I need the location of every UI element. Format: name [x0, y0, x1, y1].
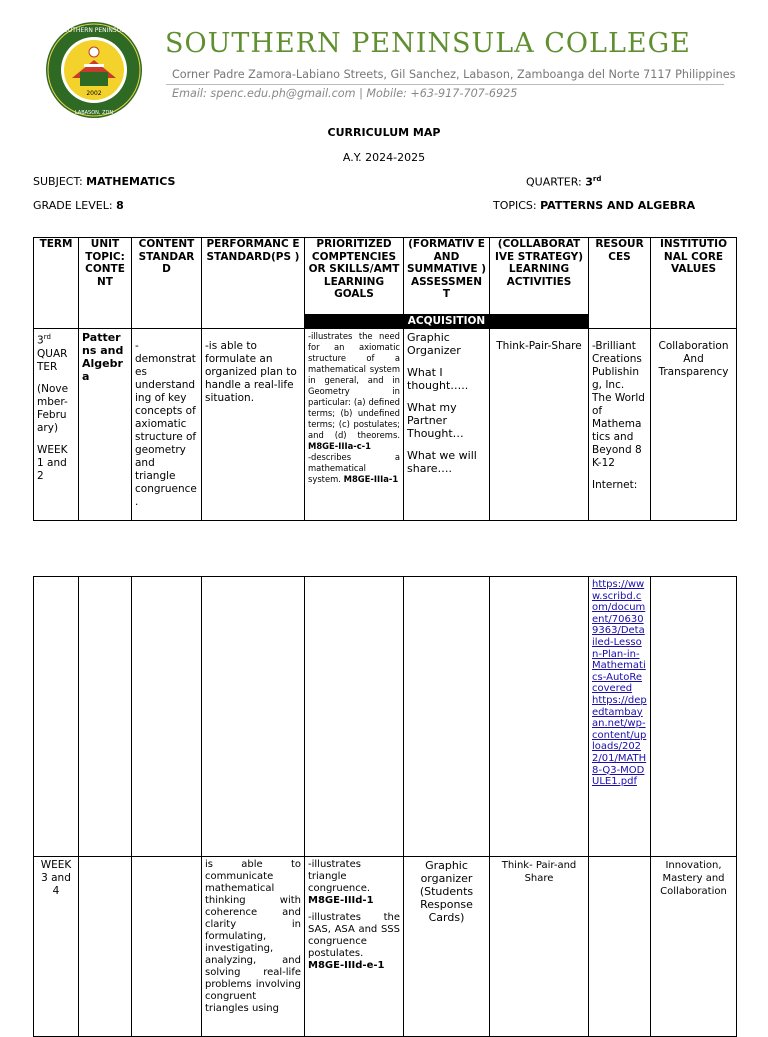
content-standard-cell	[132, 577, 202, 857]
core-values-text: Collaboration And Transparency	[658, 340, 729, 378]
performance-standard-cell: is able to communicate mathematical thinking with coherence and clarity in formulating, investigating, analyzing, and solving real-life problems involving congruent triangles using	[202, 857, 305, 1037]
performance-standard-cell	[202, 329, 305, 521]
term-quarter: QUAR TER	[37, 347, 68, 373]
competency-code: M8GE-IIId-1	[308, 895, 374, 906]
assessment-item: What we will share….	[407, 449, 477, 475]
term-cell	[34, 577, 79, 857]
unit-topic-cell	[79, 577, 132, 857]
performance-standard-cell	[202, 577, 305, 857]
term-months: (Nove mber-Febru ary)	[37, 382, 69, 434]
header-term: TERM	[34, 238, 79, 329]
document-title: CURRICULUM MAP	[327, 126, 441, 139]
activity-cell	[490, 577, 589, 857]
header-learning-activities: (COLLABORAT IVE STRATEGY) LEARNING ACTIVITIES	[490, 238, 589, 315]
assessment-item: Graphic Organizer	[407, 331, 461, 357]
topics-line	[493, 199, 695, 212]
subject-value: MATHEMATICS	[86, 175, 176, 188]
resource-link[interactable]: https://www.scribd.com/document/706309363/Detailed-Lesson-Plan-in-Mathematics-AutoRecovered	[592, 579, 646, 695]
performance-standard-text: -is able to formulate an organized plan to handle a real-life situation.	[205, 340, 297, 404]
acquisition-banner: ACQUISITION	[305, 315, 589, 329]
content-standard-cell	[132, 329, 202, 521]
resource-item: The World of Mathema tics and Beyond 8 K-12	[592, 392, 645, 469]
competency-code: M8GE-IIIa-1	[343, 474, 399, 484]
college-contact: Email: spenc.edu.ph@gmail.com | Mobile: +63-917-707-6925	[172, 87, 518, 100]
topics-value: PATTERNS AND ALGEBRA	[540, 199, 696, 212]
activity-cell: Think- Pair-and Share	[490, 857, 589, 1037]
competencies-cell	[305, 857, 404, 1037]
competency-text: -illustrates the SAS, ASA and SSS congruence postulates.	[308, 912, 400, 959]
subject-label: SUBJECT:	[33, 175, 87, 188]
quarter-value: 3	[585, 175, 593, 189]
header-unit-topic: UNIT TOPIC: CONTE NT	[79, 238, 132, 329]
resources-cell	[589, 329, 651, 521]
svg-text:SOUTHERN PENINSULA: SOUTHERN PENINSULA	[59, 27, 129, 34]
competency-code: M8GE-IIIa-c-1	[308, 441, 371, 451]
header-content-standard: CONTENT STANDAR D	[132, 238, 202, 329]
header-resources: RESOUR CES	[589, 238, 651, 329]
unit-topic-cell	[79, 857, 132, 1037]
assessment-item: What I thought…..	[407, 366, 469, 392]
core-values-cell	[651, 577, 737, 857]
competency-text: -illustrates the need for an axiomatic structure of a mathematical system in general, and in Geometry in particular: (a) defined terms; (b) undefined terms; (c) postulates; and (d) theorems.	[308, 331, 400, 440]
quarter-suffix: rd	[592, 175, 602, 183]
content-standard-text: -demonstrat es understand ing of key concepts of axiomatic structure of geometry and triangle congruence .	[135, 340, 197, 508]
quarter-line	[526, 175, 601, 189]
college-seal-logo	[44, 20, 144, 120]
assessment-cell	[404, 329, 490, 521]
grade-line	[33, 199, 124, 212]
assessment-cell: Graphic organizer (Students Response Cards)	[404, 857, 490, 1037]
curriculum-map-table	[33, 237, 737, 521]
competency-text: -describes a mathematical system.	[308, 452, 400, 484]
grade-value: 8	[116, 199, 124, 212]
term-cell	[34, 329, 79, 521]
activity-text: Think-Pair-Share	[496, 340, 582, 352]
svg-text:2002: 2002	[86, 90, 102, 97]
term-cell: WEEK 3 and 4	[34, 857, 79, 1037]
header-assessment: (FORMATIV E AND SUMMATIVE ) ASSESSMEN T	[404, 238, 490, 315]
header-core-values: INSTITUTIO NAL CORE VALUES	[651, 238, 737, 329]
quarter-label: QUARTER:	[526, 175, 586, 189]
resource-link[interactable]: https://depedtambayan.net/wp-content/uploads/2022/01/MATH8-Q3-MODULE1.pdf	[592, 694, 647, 788]
term-weeks: WEEK 1 and 2	[37, 443, 68, 482]
grade-label: GRADE LEVEL:	[33, 199, 117, 212]
resources-cell	[589, 577, 651, 857]
competency-text: -illustrates triangle congruence.	[308, 859, 371, 894]
content-standard-cell	[132, 857, 202, 1037]
competencies-cell	[305, 329, 404, 521]
resource-item: -Brilliant Creations Publishin g, Inc.	[592, 340, 642, 391]
academic-year: A.Y. 2024-2025	[342, 151, 426, 164]
competencies-cell	[305, 577, 404, 857]
table-row	[34, 577, 737, 857]
college-name: SOUTHERN PENINSULA COLLEGE	[165, 28, 691, 59]
assessment-cell	[404, 577, 490, 857]
activity-cell	[490, 329, 589, 521]
core-values-cell	[651, 329, 737, 521]
header-divider	[166, 84, 724, 85]
table-header-row	[34, 238, 737, 315]
table-row	[34, 329, 737, 521]
topics-label: TOPICS:	[493, 199, 541, 212]
core-values-cell: Innovation, Mastery and Collaboration	[651, 857, 737, 1037]
term-suffix: rd	[43, 333, 51, 341]
header-competencies: PRIORITIZED COMPTENCIES OR SKILLS/AMT LEARNING GOALS	[305, 238, 404, 315]
subject-line	[33, 175, 175, 188]
unit-topic-cell: Patter ns and Algebr a	[79, 329, 132, 521]
term-number: 3	[37, 334, 44, 347]
svg-text:LABASON, ZDN: LABASON, ZDN	[74, 110, 114, 116]
curriculum-map-table-continued	[33, 576, 737, 1037]
header-performance-standard: PERFORMANC E STANDARD(PS )	[202, 238, 305, 329]
competency-code: M8GE-IIId-e-1	[308, 960, 385, 971]
college-address: Corner Padre Zamora-Labiano Streets, Gil Sanchez, Labason, Zamboanga del Norte 7117 Philippines	[172, 68, 736, 81]
table-row	[34, 857, 737, 1037]
resource-item: Internet:	[592, 479, 638, 491]
assessment-item: What my Partner Thought…	[407, 401, 464, 440]
resources-cell	[589, 857, 651, 1037]
